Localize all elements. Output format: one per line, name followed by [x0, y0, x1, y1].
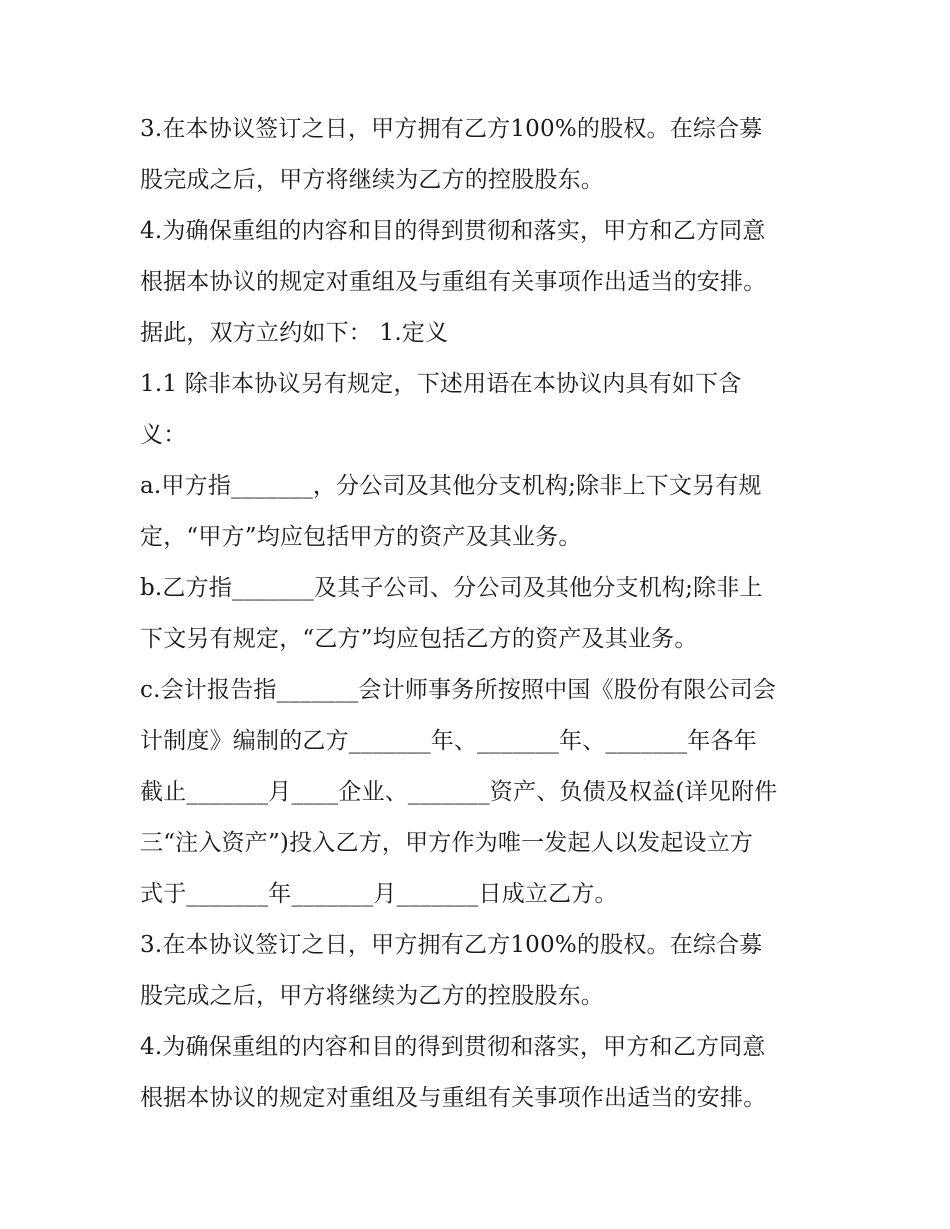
text-line: 股完成之后，甲方将继续为乙方的控股股东。	[140, 167, 604, 193]
text-line: 3.在本协议签订之日，甲方拥有乙方100%的股权。在综合募	[140, 116, 763, 142]
text-line: 计制度》编制的乙方_______年、_______年、_______年各年	[140, 728, 757, 754]
text-line: 根据本协议的规定对重组及与重组有关事项作出适当的安排。	[140, 1085, 767, 1111]
document-body	[140, 104, 830, 1124]
text-line: a.甲方指_______，分公司及其他分支机构;除非上下文另有规	[140, 473, 762, 499]
text-line: 下文另有规定，“乙方”均应包括乙方的资产及其业务。	[140, 626, 698, 652]
text-line: b.乙方指_______及其子公司、分公司及其他分支机构;除非上	[140, 575, 763, 601]
text-line: 根据本协议的规定对重组及与重组有关事项作出适当的安排。	[140, 269, 767, 295]
text-line: 义：	[140, 422, 187, 448]
text-line: 三“注入资产”)投入乙方，甲方作为唯一发起人以发起设立方	[140, 830, 754, 856]
text-line: 式于_______年_______月_______日成立乙方。	[140, 881, 618, 907]
text-line: 定，“甲方”均应包括甲方的资产及其业务。	[140, 524, 582, 550]
text-line: 3.在本协议签订之日，甲方拥有乙方100%的股权。在综合募	[140, 932, 763, 958]
text-line: 截止_______月____企业、_______资产、负债及权益(详见附件	[140, 779, 778, 805]
text-line: 4.为确保重组的内容和目的得到贯彻和落实，甲方和乙方同意	[140, 1034, 766, 1060]
text-line: 4.为确保重组的内容和目的得到贯彻和落实，甲方和乙方同意	[140, 218, 766, 244]
text-line: c.会计报告指_______会计师事务所按照中国《股份有限公司会	[140, 677, 777, 703]
text-line: 股完成之后，甲方将继续为乙方的控股股东。	[140, 983, 604, 1009]
text-line: 据此，双方立约如下： 1.定义	[140, 320, 449, 346]
text-line: 1.1 除非本协议另有规定，下述用语在本协议内具有如下含	[140, 371, 742, 397]
